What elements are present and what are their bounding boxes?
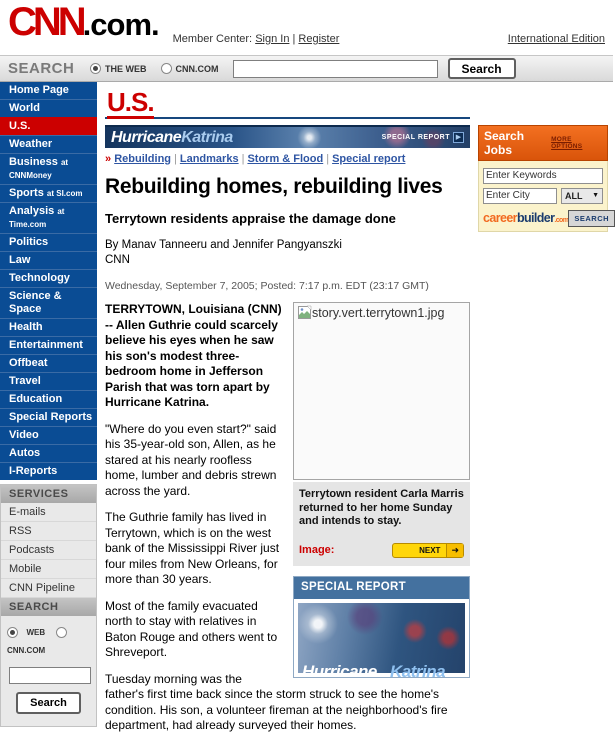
sidebar-radio-web-label: WEB [26, 628, 46, 638]
nav-health[interactable]: Health [0, 318, 97, 336]
search-jobs-title: Search Jobs [484, 129, 525, 157]
right-column [478, 125, 608, 232]
content [0, 82, 613, 745]
sidebar-search-input[interactable] [9, 667, 91, 684]
sidebar-radio-web[interactable] [7, 627, 18, 638]
sidebar-radio-cnn-label: CNN.COM [7, 646, 46, 656]
member-center-label: Member Center: [172, 33, 253, 45]
hurricane-katrina-banner[interactable] [105, 125, 470, 148]
subnav-link-landmarks[interactable]: Landmarks [179, 153, 239, 165]
article-body [105, 302, 470, 734]
paragraph: The Guthrie family has lived in Terrytown, which is on the west bank of the Mississippi River just four miles from New Orleans, for more than 30 years. [105, 510, 280, 586]
section-title-rule [105, 88, 470, 119]
radio-the-web[interactable] [90, 63, 101, 74]
service-cnn-pipeline[interactable]: CNN Pipeline [1, 579, 96, 598]
nav-offbeat[interactable]: Offbeat [0, 354, 97, 372]
byline [105, 238, 470, 268]
radio-the-web-label: THE WEB [105, 63, 147, 74]
radio-cnn-com-label: CNN.COM [175, 63, 219, 74]
service-rss[interactable]: RSS [1, 522, 96, 541]
dateline: Wednesday, September 7, 2005; Posted: 7:17 p.m. EDT (23:17 GMT) [105, 280, 429, 292]
sign-in-link[interactable]: Sign In [255, 33, 290, 45]
international-edition [508, 33, 605, 49]
search-label: SEARCH [8, 60, 75, 77]
story-image-alt: story.vert.terrytown1.jpg [312, 306, 445, 320]
masthead [0, 0, 613, 55]
special-report-box [293, 576, 470, 681]
nav-law[interactable]: Law [0, 251, 97, 269]
main-nav [0, 82, 97, 480]
nav-technology[interactable]: Technology [0, 269, 97, 287]
careerbuilder-logo[interactable]: careerbuilder.com [483, 211, 569, 225]
paragraph: "Where do you even start?" said his 35-year-old son, Allen, as he stared at his nearly roofless home, lumber and debris strewn across the yard. [105, 421, 277, 498]
service-mobile[interactable]: Mobile [1, 560, 96, 579]
next-image-button[interactable]: NEXT ➜ [392, 543, 464, 558]
paragraph: Most of the family evacuated north to stay with relatives in Baton Rouge and others went to Shreveport. [105, 598, 278, 659]
nav-special-reports[interactable]: Special Reports [0, 408, 97, 426]
dropdown-arrow-icon: ▼ [592, 192, 599, 199]
member-center [173, 33, 340, 49]
link-divider: | [292, 33, 296, 45]
banner-title-hurricane: Hurricane [111, 128, 182, 146]
sidebar-radio-cnn[interactable] [56, 627, 67, 638]
nav-world[interactable]: World [0, 99, 97, 117]
byline-authors: By Manav Tanneeru and Jennifer Pangyanszki [105, 239, 342, 251]
nav-home-page[interactable]: Home Page [9, 84, 69, 96]
image-label: Image: [299, 543, 335, 556]
nav-us[interactable]: U.S. [0, 117, 97, 135]
nav-business[interactable]: Business at CNNMoney [0, 153, 97, 184]
special-report-body [294, 599, 469, 681]
nav-travel[interactable]: Travel [0, 372, 97, 390]
nav-business-suffix: at CNNMoney [9, 158, 69, 180]
radio-cnn-com[interactable] [161, 63, 172, 74]
nav-analysis-suffix: at Time.com [9, 207, 65, 229]
register-link[interactable]: Register [298, 33, 340, 45]
special-report-header: SPECIAL REPORT [294, 577, 469, 599]
international-edition-link[interactable]: International Edition [507, 33, 605, 45]
search-button[interactable]: Search [448, 58, 516, 79]
story-image-placeholder [293, 302, 470, 480]
photo-caption: Terrytown resident Carla Marris returned to her home Sunday and intends to stay. [299, 488, 464, 527]
subnav-link-rebuilding[interactable]: Rebuilding [114, 153, 172, 165]
nav-analysis[interactable]: Analysis at Time.com [0, 202, 97, 233]
nav-video[interactable]: Video [0, 426, 97, 444]
page-title: U.S. [107, 87, 154, 117]
sidebar-search-header: SEARCH [1, 598, 96, 616]
nav-science-space[interactable]: Science & Space [0, 287, 97, 318]
special-report-katrina-image[interactable]: Hurricane Katrina [298, 603, 465, 673]
job-category-select[interactable]: ALL ▼ [561, 188, 603, 204]
cnn-logo-text: CNN [8, 0, 83, 44]
sidebar-search [1, 616, 96, 726]
caption-area [293, 482, 470, 566]
top-search-bar [0, 55, 613, 82]
sidebar-search-button[interactable]: Search [16, 692, 81, 714]
nav-i-reports[interactable]: I-Reports [0, 462, 97, 480]
cnn-logo[interactable] [8, 0, 159, 49]
paragraph: Tuesday morning was the father's first time back since the storm struck to see the home's condition. His son, a volunteer fireman at the neighborhood's fire department, had already surveyed their homes. [105, 671, 448, 732]
services-panel [0, 484, 97, 727]
nav-politics[interactable]: Politics [0, 233, 97, 251]
byline-org: CNN [105, 254, 130, 266]
search-input[interactable] [233, 60, 438, 78]
headline: Rebuilding homes, rebuilding lives [105, 175, 443, 198]
image-pager [299, 543, 464, 559]
nav-sports-suffix: at SI.com [46, 189, 83, 198]
more-options-link[interactable]: MORE OPTIONS [551, 136, 583, 150]
job-keywords-input[interactable] [483, 168, 603, 184]
left-sidebar [0, 82, 97, 727]
nav-education[interactable]: Education [0, 390, 97, 408]
banner-special-report-label: SPECIAL REPORT [381, 134, 450, 141]
photo-column [293, 302, 470, 681]
nav-weather[interactable]: Weather [0, 135, 97, 153]
banner-title-katrina: Katrina [181, 128, 233, 146]
cnn-com-text: .com. [82, 7, 159, 42]
service-emails[interactable]: E-mails [1, 503, 96, 522]
play-icon[interactable]: ▶ [453, 132, 464, 143]
subheadline: Terrytown residents appraise the damage done [105, 211, 396, 226]
services-list [1, 503, 96, 598]
nav-entertainment[interactable]: Entertainment [0, 336, 97, 354]
subnav-marker: » [105, 153, 112, 165]
main-column [105, 82, 470, 745]
subnav-link-storm-flood[interactable]: Storm & Flood [247, 153, 324, 165]
paragraph-lead: TERRYTOWN, Louisiana (CNN) -- Allen Guthrie could scarcely believe his eyes when he saw his son's modest three-bedroom home in Jefferson Parish that was torn apart by Hurricane Katrina. [105, 302, 282, 409]
service-podcasts[interactable]: Podcasts [1, 541, 96, 560]
search-jobs-body [478, 161, 608, 232]
job-city-input[interactable] [483, 188, 557, 204]
nav-autos[interactable]: Autos [0, 444, 97, 462]
search-jobs-header [478, 125, 608, 161]
story-subnav: » Rebuilding | Landmarks | Storm & Flood | Special report [105, 153, 406, 165]
nav-sports[interactable]: Sports at SI.com [0, 184, 97, 202]
next-arrow-icon: ➜ [446, 544, 463, 557]
broken-image-icon [298, 306, 311, 319]
search-jobs-widget [478, 125, 608, 232]
services-header: SERVICES [1, 485, 96, 503]
subnav-link-special-report[interactable]: Special report [332, 153, 406, 165]
job-search-button[interactable]: SEARCH [568, 210, 615, 227]
